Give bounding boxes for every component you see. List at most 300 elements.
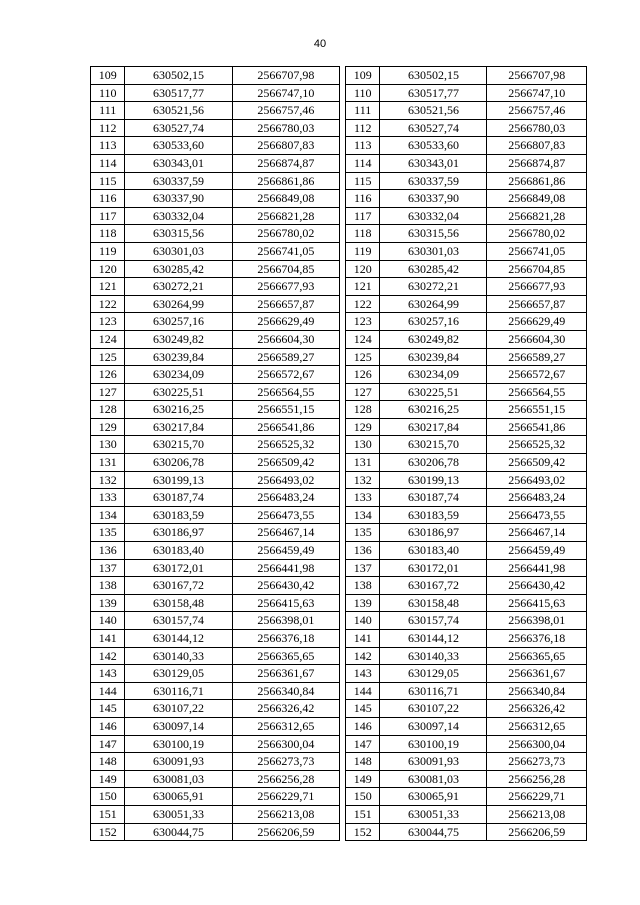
- point-number-cell: 118: [346, 225, 380, 243]
- point-number-cell: 126: [91, 366, 125, 384]
- x-coordinate-cell: 630167,72: [125, 577, 232, 595]
- table-row: [346, 207, 587, 225]
- table-row: [91, 542, 340, 560]
- table-row: [346, 471, 587, 489]
- x-coordinate-cell: 630215,70: [380, 436, 487, 454]
- y-coordinate-cell: 2566441,98: [232, 559, 339, 577]
- point-number-cell: 146: [346, 717, 380, 735]
- table-row: [346, 489, 587, 507]
- x-coordinate-cell: 630225,51: [380, 383, 487, 401]
- point-number-cell: 131: [91, 454, 125, 472]
- x-coordinate-cell: 630183,40: [125, 542, 232, 560]
- x-coordinate-cell: 630264,99: [380, 295, 487, 313]
- point-number-cell: 149: [346, 770, 380, 788]
- point-number-cell: 109: [91, 67, 125, 85]
- point-number-cell: 132: [346, 471, 380, 489]
- y-coordinate-cell: 2566757,46: [487, 102, 587, 120]
- y-coordinate-cell: 2566493,02: [232, 471, 339, 489]
- table-row: [346, 577, 587, 595]
- table-row: [346, 67, 587, 85]
- coordinates-table-right: [345, 66, 587, 841]
- table-row: [346, 119, 587, 137]
- point-number-cell: 138: [346, 577, 380, 595]
- point-number-cell: 145: [91, 700, 125, 718]
- x-coordinate-cell: 630249,82: [380, 330, 487, 348]
- table-row: [91, 418, 340, 436]
- table-row: [91, 102, 340, 120]
- point-number-cell: 149: [91, 770, 125, 788]
- y-coordinate-cell: 2566525,32: [487, 436, 587, 454]
- table-row: [91, 278, 340, 296]
- y-coordinate-cell: 2566629,49: [487, 313, 587, 331]
- y-coordinate-cell: 2566430,42: [232, 577, 339, 595]
- y-coordinate-cell: 2566326,42: [232, 700, 339, 718]
- y-coordinate-cell: 2566376,18: [487, 630, 587, 648]
- x-coordinate-cell: 630065,91: [125, 788, 232, 806]
- table-row: [91, 84, 340, 102]
- point-number-cell: 151: [91, 805, 125, 823]
- x-coordinate-cell: 630337,59: [125, 172, 232, 190]
- table-row: [346, 436, 587, 454]
- table-row: [91, 383, 340, 401]
- point-number-cell: 114: [91, 154, 125, 172]
- x-coordinate-cell: 630116,71: [125, 682, 232, 700]
- y-coordinate-cell: 2566473,55: [232, 506, 339, 524]
- point-number-cell: 145: [346, 700, 380, 718]
- x-coordinate-cell: 630332,04: [125, 207, 232, 225]
- x-coordinate-cell: 630158,48: [380, 594, 487, 612]
- table-row: [91, 436, 340, 454]
- point-number-cell: 116: [346, 190, 380, 208]
- x-coordinate-cell: 630521,56: [380, 102, 487, 120]
- table-row: [91, 154, 340, 172]
- point-number-cell: 129: [91, 418, 125, 436]
- table-row: [346, 366, 587, 384]
- point-number-cell: 135: [91, 524, 125, 542]
- y-coordinate-cell: 2566572,67: [487, 366, 587, 384]
- y-coordinate-cell: 2566677,93: [487, 278, 587, 296]
- point-number-cell: 120: [91, 260, 125, 278]
- coordinates-table-left-body: [91, 67, 340, 841]
- point-number-cell: 131: [346, 454, 380, 472]
- x-coordinate-cell: 630167,72: [380, 577, 487, 595]
- table-row: [91, 225, 340, 243]
- point-number-cell: 134: [91, 506, 125, 524]
- x-coordinate-cell: 630116,71: [380, 682, 487, 700]
- x-coordinate-cell: 630157,74: [125, 612, 232, 630]
- table-row: [346, 805, 587, 823]
- y-coordinate-cell: 2566564,55: [487, 383, 587, 401]
- point-number-cell: 139: [346, 594, 380, 612]
- y-coordinate-cell: 2566874,87: [232, 154, 339, 172]
- x-coordinate-cell: 630217,84: [380, 418, 487, 436]
- x-coordinate-cell: 630225,51: [125, 383, 232, 401]
- y-coordinate-cell: 2566459,49: [487, 542, 587, 560]
- table-row: [91, 647, 340, 665]
- x-coordinate-cell: 630216,25: [380, 401, 487, 419]
- x-coordinate-cell: 630215,70: [125, 436, 232, 454]
- y-coordinate-cell: 2566572,67: [232, 366, 339, 384]
- point-number-cell: 117: [91, 207, 125, 225]
- x-coordinate-cell: 630527,74: [380, 119, 487, 137]
- y-coordinate-cell: 2566757,46: [232, 102, 339, 120]
- point-number-cell: 148: [91, 753, 125, 771]
- y-coordinate-cell: 2566493,02: [487, 471, 587, 489]
- y-coordinate-cell: 2566467,14: [487, 524, 587, 542]
- table-row: [346, 154, 587, 172]
- x-coordinate-cell: 630249,82: [125, 330, 232, 348]
- table-row: [91, 682, 340, 700]
- y-coordinate-cell: 2566213,08: [487, 805, 587, 823]
- x-coordinate-cell: 630533,60: [380, 137, 487, 155]
- y-coordinate-cell: 2566206,59: [487, 823, 587, 841]
- table-row: [91, 612, 340, 630]
- x-coordinate-cell: 630285,42: [125, 260, 232, 278]
- point-number-cell: 109: [346, 67, 380, 85]
- point-number-cell: 113: [91, 137, 125, 155]
- table-row: [91, 172, 340, 190]
- table-row: [346, 278, 587, 296]
- point-number-cell: 142: [91, 647, 125, 665]
- point-number-cell: 137: [346, 559, 380, 577]
- y-coordinate-cell: 2566340,84: [232, 682, 339, 700]
- table-row: [346, 242, 587, 260]
- coordinates-table-right-body: [346, 67, 587, 841]
- y-coordinate-cell: 2566657,87: [487, 295, 587, 313]
- x-coordinate-cell: 630343,01: [380, 154, 487, 172]
- y-coordinate-cell: 2566741,05: [487, 242, 587, 260]
- y-coordinate-cell: 2566483,24: [487, 489, 587, 507]
- x-coordinate-cell: 630140,33: [380, 647, 487, 665]
- y-coordinate-cell: 2566365,65: [232, 647, 339, 665]
- table-row: [346, 84, 587, 102]
- point-number-cell: 146: [91, 717, 125, 735]
- point-number-cell: 143: [91, 665, 125, 683]
- point-number-cell: 130: [346, 436, 380, 454]
- x-coordinate-cell: 630140,33: [125, 647, 232, 665]
- point-number-cell: 129: [346, 418, 380, 436]
- point-number-cell: 110: [346, 84, 380, 102]
- x-coordinate-cell: 630234,09: [125, 366, 232, 384]
- table-row: [91, 401, 340, 419]
- table-row: [91, 577, 340, 595]
- x-coordinate-cell: 630081,03: [125, 770, 232, 788]
- y-coordinate-cell: 2566747,10: [487, 84, 587, 102]
- x-coordinate-cell: 630337,59: [380, 172, 487, 190]
- point-number-cell: 114: [346, 154, 380, 172]
- coordinates-table-left: [90, 66, 340, 841]
- y-coordinate-cell: 2566657,87: [232, 295, 339, 313]
- y-coordinate-cell: 2566551,15: [487, 401, 587, 419]
- point-number-cell: 141: [91, 630, 125, 648]
- y-coordinate-cell: 2566312,65: [232, 717, 339, 735]
- table-row: [91, 717, 340, 735]
- table-row: [91, 770, 340, 788]
- table-row: [346, 700, 587, 718]
- table-row: [346, 770, 587, 788]
- point-number-cell: 126: [346, 366, 380, 384]
- x-coordinate-cell: 630091,93: [125, 753, 232, 771]
- y-coordinate-cell: 2566509,42: [232, 454, 339, 472]
- x-coordinate-cell: 630186,97: [125, 524, 232, 542]
- x-coordinate-cell: 630100,19: [125, 735, 232, 753]
- x-coordinate-cell: 630187,74: [125, 489, 232, 507]
- point-number-cell: 147: [91, 735, 125, 753]
- y-coordinate-cell: 2566821,28: [487, 207, 587, 225]
- y-coordinate-cell: 2566361,67: [487, 665, 587, 683]
- point-number-cell: 133: [346, 489, 380, 507]
- table-row: [346, 172, 587, 190]
- point-number-cell: 123: [346, 313, 380, 331]
- point-number-cell: 118: [91, 225, 125, 243]
- y-coordinate-cell: 2566604,30: [487, 330, 587, 348]
- point-number-cell: 112: [346, 119, 380, 137]
- table-row: [346, 330, 587, 348]
- x-coordinate-cell: 630527,74: [125, 119, 232, 137]
- table-row: [346, 454, 587, 472]
- y-coordinate-cell: 2566874,87: [487, 154, 587, 172]
- point-number-cell: 140: [91, 612, 125, 630]
- y-coordinate-cell: 2566780,03: [487, 119, 587, 137]
- y-coordinate-cell: 2566541,86: [232, 418, 339, 436]
- table-row: [91, 366, 340, 384]
- y-coordinate-cell: 2566430,42: [487, 577, 587, 595]
- table-row: [91, 242, 340, 260]
- x-coordinate-cell: 630129,05: [125, 665, 232, 683]
- y-coordinate-cell: 2566707,98: [232, 67, 339, 85]
- point-number-cell: 122: [346, 295, 380, 313]
- table-row: [91, 67, 340, 85]
- table-row: [346, 788, 587, 806]
- point-number-cell: 152: [346, 823, 380, 841]
- table-row: [91, 119, 340, 137]
- table-row: [346, 735, 587, 753]
- y-coordinate-cell: 2566300,04: [232, 735, 339, 753]
- x-coordinate-cell: 630144,12: [380, 630, 487, 648]
- x-coordinate-cell: 630285,42: [380, 260, 487, 278]
- table-row: [346, 823, 587, 841]
- x-coordinate-cell: 630234,09: [380, 366, 487, 384]
- point-number-cell: 117: [346, 207, 380, 225]
- x-coordinate-cell: 630183,40: [380, 542, 487, 560]
- y-coordinate-cell: 2566807,83: [487, 137, 587, 155]
- point-number-cell: 127: [91, 383, 125, 401]
- x-coordinate-cell: 630172,01: [125, 559, 232, 577]
- y-coordinate-cell: 2566441,98: [487, 559, 587, 577]
- y-coordinate-cell: 2566509,42: [487, 454, 587, 472]
- y-coordinate-cell: 2566398,01: [232, 612, 339, 630]
- x-coordinate-cell: 630107,22: [380, 700, 487, 718]
- table-row: [91, 665, 340, 683]
- x-coordinate-cell: 630239,84: [125, 348, 232, 366]
- y-coordinate-cell: 2566376,18: [232, 630, 339, 648]
- y-coordinate-cell: 2566780,02: [487, 225, 587, 243]
- y-coordinate-cell: 2566741,05: [232, 242, 339, 260]
- point-number-cell: 147: [346, 735, 380, 753]
- table-row: [91, 524, 340, 542]
- table-row: [346, 647, 587, 665]
- y-coordinate-cell: 2566525,32: [232, 436, 339, 454]
- x-coordinate-cell: 630337,90: [380, 190, 487, 208]
- table-row: [346, 383, 587, 401]
- y-coordinate-cell: 2566483,24: [232, 489, 339, 507]
- table-row: [346, 524, 587, 542]
- y-coordinate-cell: 2566340,84: [487, 682, 587, 700]
- point-number-cell: 142: [346, 647, 380, 665]
- y-coordinate-cell: 2566780,03: [232, 119, 339, 137]
- table-row: [346, 418, 587, 436]
- table-row: [346, 753, 587, 771]
- y-coordinate-cell: 2566273,73: [232, 753, 339, 771]
- x-coordinate-cell: 630044,75: [380, 823, 487, 841]
- table-row: [91, 454, 340, 472]
- point-number-cell: 123: [91, 313, 125, 331]
- x-coordinate-cell: 630272,21: [125, 278, 232, 296]
- y-coordinate-cell: 2566807,83: [232, 137, 339, 155]
- point-number-cell: 111: [346, 102, 380, 120]
- y-coordinate-cell: 2566589,27: [232, 348, 339, 366]
- table-row: [346, 542, 587, 560]
- table-row: [346, 506, 587, 524]
- y-coordinate-cell: 2566361,67: [232, 665, 339, 683]
- point-number-cell: 116: [91, 190, 125, 208]
- x-coordinate-cell: 630216,25: [125, 401, 232, 419]
- point-number-cell: 124: [346, 330, 380, 348]
- x-coordinate-cell: 630107,22: [125, 700, 232, 718]
- y-coordinate-cell: 2566707,98: [487, 67, 587, 85]
- point-number-cell: 132: [91, 471, 125, 489]
- point-number-cell: 133: [91, 489, 125, 507]
- y-coordinate-cell: 2566459,49: [232, 542, 339, 560]
- y-coordinate-cell: 2566551,15: [232, 401, 339, 419]
- point-number-cell: 138: [91, 577, 125, 595]
- x-coordinate-cell: 630081,03: [380, 770, 487, 788]
- y-coordinate-cell: 2566780,02: [232, 225, 339, 243]
- x-coordinate-cell: 630186,97: [380, 524, 487, 542]
- point-number-cell: 151: [346, 805, 380, 823]
- table-row: [91, 471, 340, 489]
- x-coordinate-cell: 630301,03: [125, 242, 232, 260]
- point-number-cell: 121: [91, 278, 125, 296]
- point-number-cell: 148: [346, 753, 380, 771]
- table-row: [346, 682, 587, 700]
- point-number-cell: 143: [346, 665, 380, 683]
- y-coordinate-cell: 2566849,08: [487, 190, 587, 208]
- x-coordinate-cell: 630502,15: [380, 67, 487, 85]
- x-coordinate-cell: 630257,16: [125, 313, 232, 331]
- point-number-cell: 136: [91, 542, 125, 560]
- point-number-cell: 144: [91, 682, 125, 700]
- y-coordinate-cell: 2566398,01: [487, 612, 587, 630]
- x-coordinate-cell: 630044,75: [125, 823, 232, 841]
- table-row: [91, 348, 340, 366]
- x-coordinate-cell: 630217,84: [125, 418, 232, 436]
- point-number-cell: 119: [91, 242, 125, 260]
- point-number-cell: 125: [91, 348, 125, 366]
- point-number-cell: 134: [346, 506, 380, 524]
- y-coordinate-cell: 2566229,71: [232, 788, 339, 806]
- x-coordinate-cell: 630206,78: [125, 454, 232, 472]
- table-row: [91, 788, 340, 806]
- y-coordinate-cell: 2566473,55: [487, 506, 587, 524]
- y-coordinate-cell: 2566467,14: [232, 524, 339, 542]
- x-coordinate-cell: 630187,74: [380, 489, 487, 507]
- x-coordinate-cell: 630239,84: [380, 348, 487, 366]
- y-coordinate-cell: 2566415,63: [487, 594, 587, 612]
- x-coordinate-cell: 630521,56: [125, 102, 232, 120]
- y-coordinate-cell: 2566206,59: [232, 823, 339, 841]
- table-row: [346, 260, 587, 278]
- table-row: [346, 295, 587, 313]
- point-number-cell: 125: [346, 348, 380, 366]
- x-coordinate-cell: 630315,56: [380, 225, 487, 243]
- x-coordinate-cell: 630172,01: [380, 559, 487, 577]
- table-row: [91, 594, 340, 612]
- table-row: [91, 137, 340, 155]
- point-number-cell: 122: [91, 295, 125, 313]
- x-coordinate-cell: 630264,99: [125, 295, 232, 313]
- table-row: [346, 665, 587, 683]
- y-coordinate-cell: 2566861,86: [232, 172, 339, 190]
- point-number-cell: 111: [91, 102, 125, 120]
- point-number-cell: 136: [346, 542, 380, 560]
- table-row: [91, 260, 340, 278]
- point-number-cell: 115: [91, 172, 125, 190]
- point-number-cell: 150: [91, 788, 125, 806]
- table-row: [91, 506, 340, 524]
- table-row: [91, 190, 340, 208]
- point-number-cell: 128: [346, 401, 380, 419]
- table-row: [91, 630, 340, 648]
- table-row: [91, 207, 340, 225]
- y-coordinate-cell: 2566300,04: [487, 735, 587, 753]
- point-number-cell: 112: [91, 119, 125, 137]
- table-row: [91, 313, 340, 331]
- y-coordinate-cell: 2566415,63: [232, 594, 339, 612]
- y-coordinate-cell: 2566677,93: [232, 278, 339, 296]
- table-row: [91, 489, 340, 507]
- table-row: [346, 190, 587, 208]
- table-row: [91, 330, 340, 348]
- point-number-cell: 119: [346, 242, 380, 260]
- y-coordinate-cell: 2566229,71: [487, 788, 587, 806]
- y-coordinate-cell: 2566589,27: [487, 348, 587, 366]
- x-coordinate-cell: 630157,74: [380, 612, 487, 630]
- point-number-cell: 121: [346, 278, 380, 296]
- page-number: 40: [313, 38, 327, 50]
- x-coordinate-cell: 630183,59: [380, 506, 487, 524]
- table-row: [91, 753, 340, 771]
- table-row: [346, 717, 587, 735]
- x-coordinate-cell: 630051,33: [380, 805, 487, 823]
- y-coordinate-cell: 2566256,28: [487, 770, 587, 788]
- table-row: [346, 401, 587, 419]
- y-coordinate-cell: 2566629,49: [232, 313, 339, 331]
- y-coordinate-cell: 2566213,08: [232, 805, 339, 823]
- x-coordinate-cell: 630199,13: [380, 471, 487, 489]
- table-row: [346, 225, 587, 243]
- y-coordinate-cell: 2566365,65: [487, 647, 587, 665]
- y-coordinate-cell: 2566312,65: [487, 717, 587, 735]
- point-number-cell: 128: [91, 401, 125, 419]
- table-row: [346, 630, 587, 648]
- table-row: [91, 295, 340, 313]
- y-coordinate-cell: 2566747,10: [232, 84, 339, 102]
- point-number-cell: 140: [346, 612, 380, 630]
- y-coordinate-cell: 2566326,42: [487, 700, 587, 718]
- point-number-cell: 127: [346, 383, 380, 401]
- y-coordinate-cell: 2566704,85: [232, 260, 339, 278]
